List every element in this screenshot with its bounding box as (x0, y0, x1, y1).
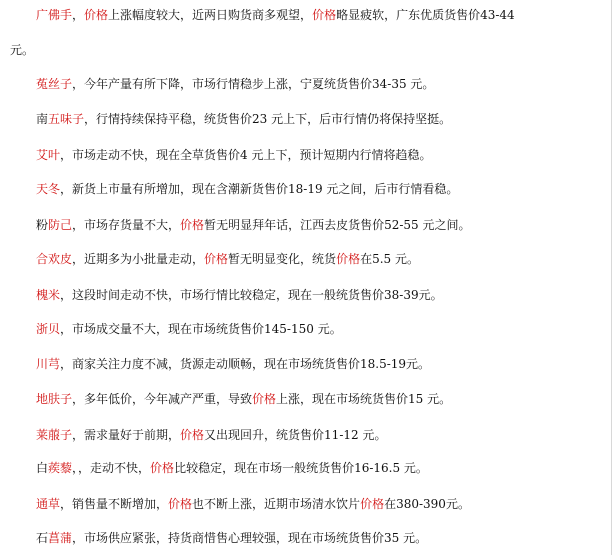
paragraph-text: ，近期多为小批量走动， (72, 252, 205, 266)
paragraph-text: 暂无明显拜年话，江西去皮货售价52-55 元之间。 (204, 218, 471, 232)
herb-prefix: 粉 (36, 218, 49, 232)
herb-prefix: 石 (36, 531, 49, 545)
paragraph-13 (10, 461, 605, 475)
price-keyword-link[interactable]: 价格 (252, 392, 277, 406)
herb-name-link[interactable]: 五味子 (48, 112, 85, 126)
paragraph-text: 在5.5 元。 (360, 252, 419, 266)
paragraph-text: ， (72, 8, 85, 22)
herb-name-link[interactable]: 浙贝 (36, 322, 61, 336)
paragraph-14 (10, 497, 605, 511)
paragraph-text: 又出现回升，统货售价11-12 元。 (204, 428, 387, 442)
herb-name-link[interactable]: 合欢皮 (36, 252, 73, 266)
paragraph-5 (10, 182, 605, 196)
paragraph-2 (10, 77, 605, 91)
herb-name-link[interactable]: 地肤子 (36, 392, 73, 406)
herb-name-link[interactable]: 防己 (48, 218, 73, 232)
paragraph-text: ，市场存货量不大， (72, 218, 181, 232)
paragraph-text: ，需求量好于前期， (72, 428, 181, 442)
herb-name-link[interactable]: 莱菔子 (36, 428, 73, 442)
price-keyword-link[interactable]: 价格 (84, 8, 109, 22)
paragraph-1 (10, 8, 605, 22)
paragraph-12 (10, 428, 605, 442)
paragraph-10 (10, 357, 605, 371)
paragraph-text: 略显疲软，广东优质货售价43-44 (336, 8, 515, 22)
paragraph-9 (10, 322, 605, 336)
paragraph-text: ，行情持续保持平稳，统货售价23 元上下，后市行情仍将保持坚挺。 (84, 112, 452, 126)
paragraph-text: ，销售量不断增加， (60, 497, 169, 511)
paragraph-3 (10, 112, 605, 126)
herb-name-link[interactable]: 广佛手 (36, 8, 73, 22)
paragraph-text: 上涨，现在市场统货售价15 元。 (276, 392, 452, 406)
herb-name-link[interactable]: 川芎 (36, 357, 61, 371)
price-keyword-link[interactable]: 价格 (180, 428, 205, 442)
paragraph-text: 比较稳定，现在市场一般统货售价16-16.5 元。 (174, 461, 428, 475)
paragraph-text: 上涨幅度较大，近两日购货商多观望， (108, 8, 313, 22)
paragraph-text: ，多年低价，今年减产严重，导致 (72, 392, 253, 406)
price-keyword-link[interactable]: 价格 (204, 252, 229, 266)
paragraph-7 (10, 252, 605, 266)
herb-name-link[interactable]: 天冬 (36, 182, 61, 196)
herb-name-link[interactable]: 菟丝子 (36, 77, 73, 91)
paragraph-4 (10, 148, 605, 162)
herb-name-link[interactable]: 艾叶 (36, 148, 61, 162)
paragraph-text: 暂无明显变化，统货 (228, 252, 337, 266)
price-keyword-link[interactable]: 价格 (180, 218, 205, 232)
paragraph-text: 在380-390元。 (384, 497, 470, 511)
herb-prefix: 南 (36, 112, 49, 126)
herb-name-link[interactable]: 通草 (36, 497, 61, 511)
paragraph-text: ，商家关注力度不减，货源走动顺畅，现在市场统货售价18.5-19元。 (60, 357, 431, 371)
paragraph-text: ，市场走动不快，现在全草货售价4 元上下，预计短期内行情将趋稳。 (60, 148, 432, 162)
paragraph-text: ，今年产量有所下降，市场行情稳步上涨，宁夏统货售价34-35 元。 (72, 77, 435, 91)
herb-prefix: 白 (36, 461, 49, 475)
herb-name-link[interactable]: 菖蒲 (48, 531, 73, 545)
price-keyword-link[interactable]: 价格 (150, 461, 175, 475)
paragraph-11 (10, 392, 605, 406)
herb-name-link[interactable]: 蒺藜 (48, 461, 73, 475)
price-keyword-link[interactable]: 价格 (336, 252, 361, 266)
price-keyword-link[interactable]: 价格 (312, 8, 337, 22)
paragraph-text: ，市场成交量不大，现在市场统货售价145-150 元。 (60, 322, 342, 336)
price-keyword-link[interactable]: 价格 (360, 497, 385, 511)
paragraph-text: ，这段时间走动不快，市场行情比较稳定，现在一般统货售价38-39元。 (60, 288, 443, 302)
paragraph-6 (10, 218, 605, 232)
herb-name-link[interactable]: 槐米 (36, 288, 61, 302)
paragraph-text: ，市场供应紧张，持货商惜售心理较强，现在市场统货售价35 元。 (72, 531, 428, 545)
paragraph-8 (10, 288, 605, 302)
paragraph-text: ，新货上市量有所增加，现在含潮新货售价18-19 元之间，后市行情看稳。 (60, 182, 459, 196)
paragraph-text: 也不断上涨，近期市场清水饮片 (192, 497, 361, 511)
paragraph-continuation: 元。 (10, 43, 35, 57)
paragraph-15 (10, 531, 605, 545)
paragraph-text: ，，走动不快， (72, 461, 151, 475)
price-keyword-link[interactable]: 价格 (168, 497, 193, 511)
